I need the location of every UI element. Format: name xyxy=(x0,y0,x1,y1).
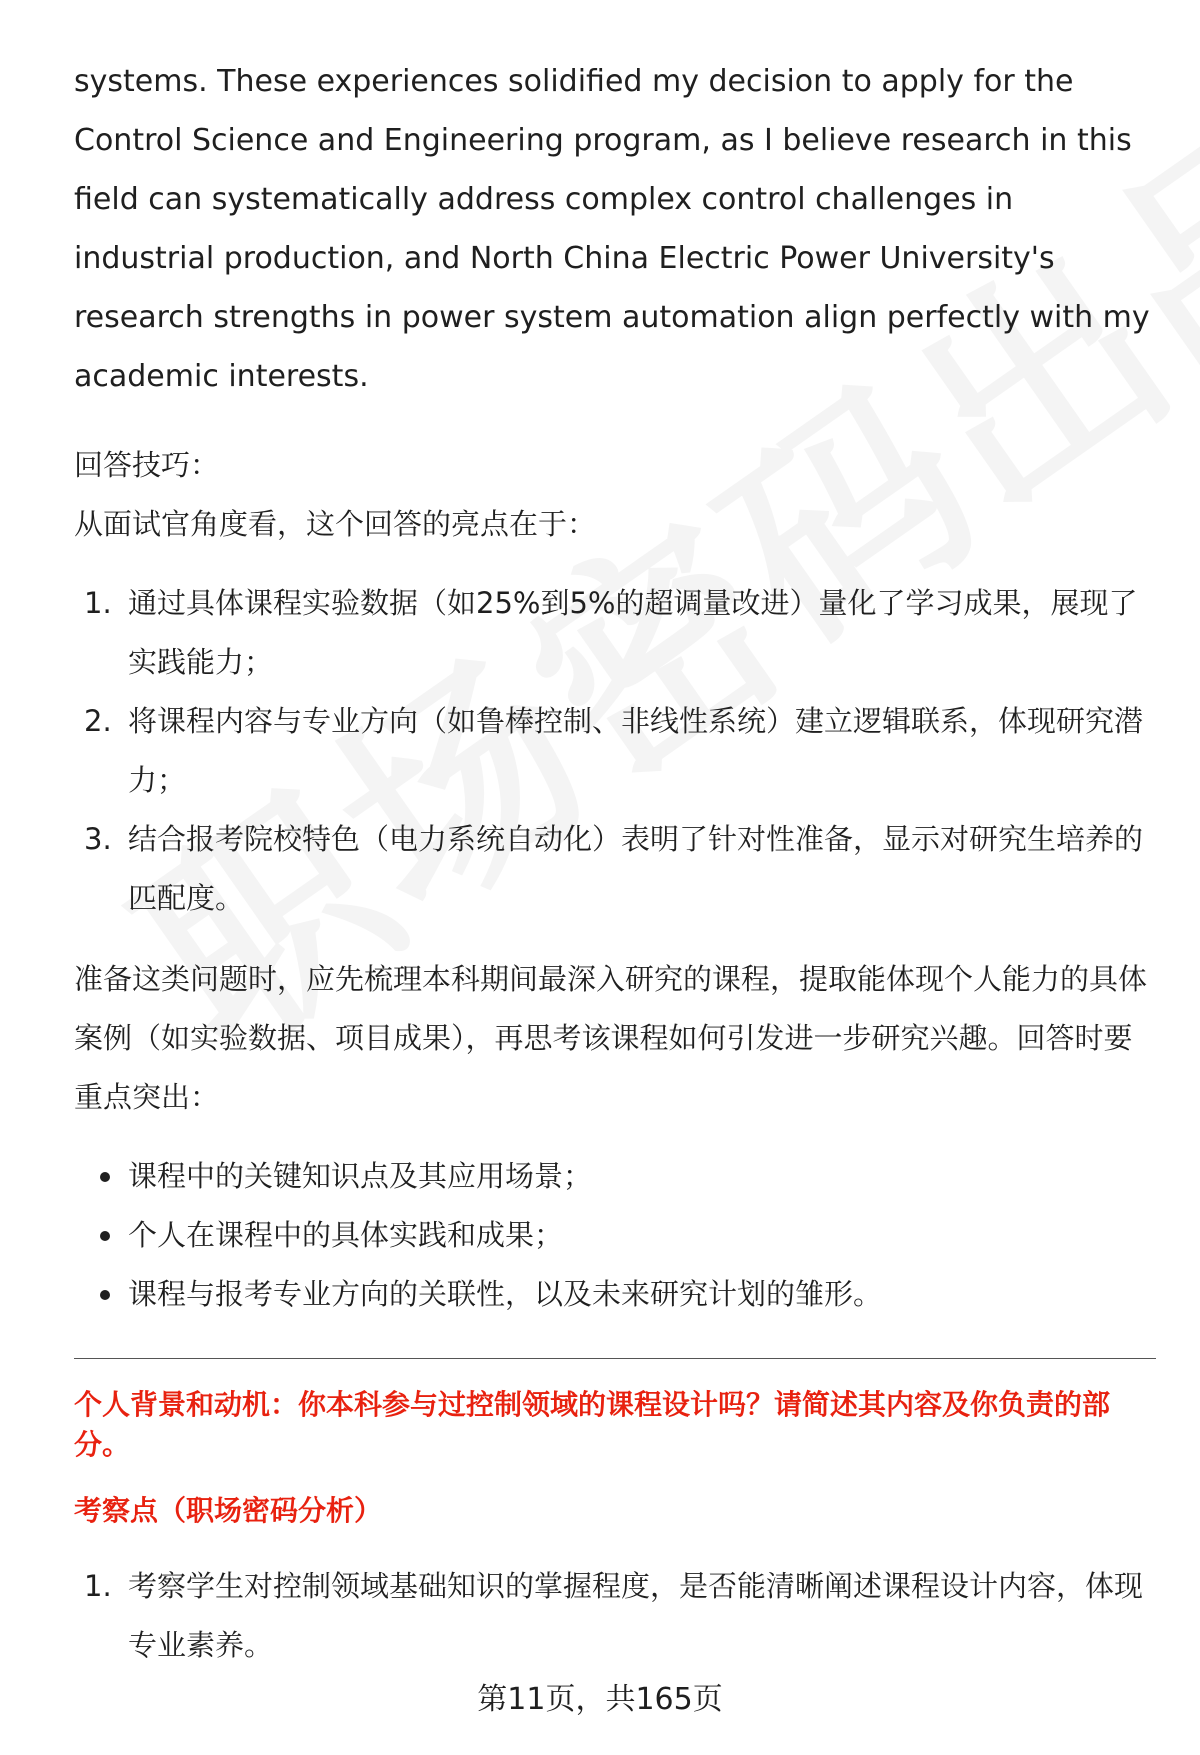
list-item-text: 课程中的关键知识点及其应用场景； xyxy=(128,1159,593,1193)
list-item-text: 结合报考院校特色（电力系统自动化）表明了针对性准备，显示对研究生培养的匹配度。 xyxy=(128,822,1144,915)
list-item xyxy=(74,1265,1156,1324)
intro-paragraph: systems. These experiences solidified my decision to apply for the Control Science and Engineering program, as I believe research in this field can systematically address complex control challenges in industrial production, and North China Electric Power University's research strengths in power system automation align perfectly with my academic interests. xyxy=(74,64,1150,394)
list-item xyxy=(74,574,1156,692)
list-item xyxy=(74,692,1156,810)
bullet-icon xyxy=(100,1290,110,1300)
list-item xyxy=(74,1206,1156,1265)
list-item-text: 课程与报考专业方向的关联性，以及未来研究计划的雏形。 xyxy=(128,1277,883,1311)
list-item-text: 个人在课程中的具体实践和成果； xyxy=(128,1218,564,1252)
list-item xyxy=(74,1147,1156,1206)
tips-label: 回答技巧： xyxy=(74,448,220,482)
list-item-text: 将课程内容与专业方向（如鲁棒控制、非线性系统）建立逻辑联系，体现研究潜力； xyxy=(128,704,1144,797)
exam-points-heading: 考察点（职场密码分析） xyxy=(74,1494,383,1527)
list-item xyxy=(74,1557,1156,1675)
exam-points-list xyxy=(74,1557,1156,1675)
question-heading: 个人背景和动机：你本科参与过控制领域的课程设计吗？请简述其内容及你负责的部分。 xyxy=(74,1388,1111,1461)
preparation-bullets xyxy=(74,1147,1156,1324)
list-item xyxy=(74,810,1156,928)
bullet-icon xyxy=(100,1231,110,1241)
preparation-paragraph: 准备这类问题时，应先梳理本科期间最深入研究的课程，提取能体现个人能力的具体案例（如实验数据、项目成果），再思考该课程如何引发进一步研究兴趣。回答时要重点突出： xyxy=(74,962,1148,1114)
bullet-icon xyxy=(100,1172,110,1182)
tips-list xyxy=(74,574,1156,928)
list-number: 2. xyxy=(84,704,112,738)
page-number: 第11页，共165页 xyxy=(477,1682,723,1717)
list-item-text: 通过具体课程实验数据（如25%到5%的超调量改进）量化了学习成果，展现了实践能力； xyxy=(128,586,1138,679)
list-number: 1. xyxy=(84,586,112,620)
section-divider xyxy=(74,1358,1156,1359)
tips-intro: 从面试官角度看，这个回答的亮点在于： xyxy=(74,507,597,541)
list-number: 1. xyxy=(84,1569,112,1603)
list-number: 3. xyxy=(84,822,112,856)
document-page xyxy=(74,0,1156,1675)
list-item-text: 考察学生对控制领域基础知识的掌握程度，是否能清晰阐述课程设计内容，体现专业素养。 xyxy=(128,1569,1144,1662)
